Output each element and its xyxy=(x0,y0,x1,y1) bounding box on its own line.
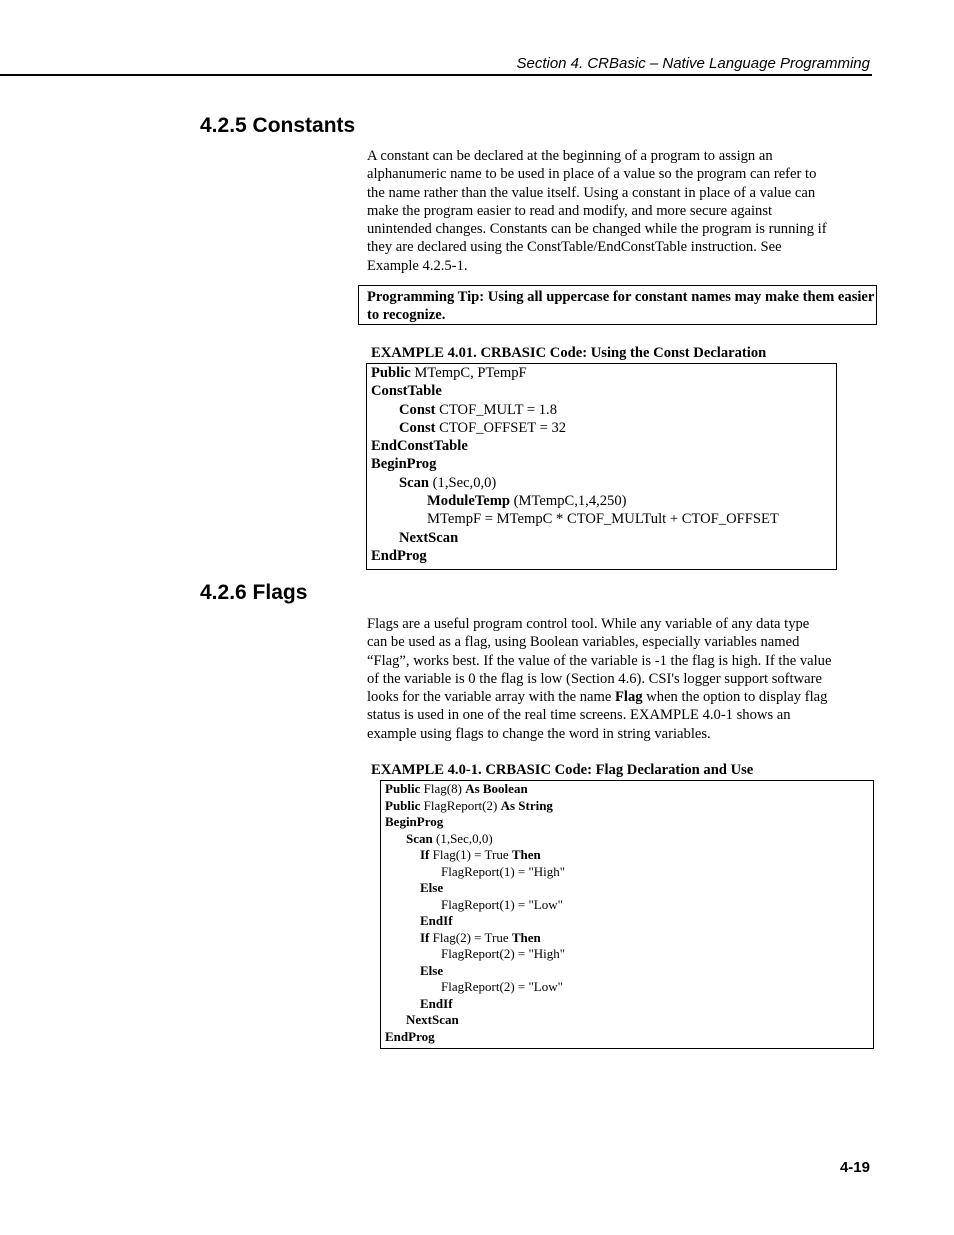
code-line xyxy=(367,455,836,473)
text-run: A constant can be declared at the beginning of a program to assign an xyxy=(367,148,773,164)
code-line xyxy=(437,979,873,996)
text-run: the name rather than the value itself. Using a constant in place of a value can xyxy=(367,184,816,201)
keyword: BeginProg xyxy=(371,456,437,473)
text-run: Flags are a useful program control tool. While any variable of any data type xyxy=(367,616,810,632)
keyword: EndIf xyxy=(420,995,453,1011)
section-heading-flags: 4.2.6 Flags xyxy=(200,581,308,604)
text-run: unintended changes. Constants can be changed while the program is running if xyxy=(367,221,827,238)
code-line xyxy=(395,419,836,437)
keyword: Then xyxy=(511,929,541,945)
keyword: Public xyxy=(385,797,421,813)
keyword: Const xyxy=(399,419,436,436)
code-line xyxy=(367,364,836,382)
keyword: EndConstTable xyxy=(371,438,468,455)
code-line xyxy=(402,831,873,848)
keyword: Flag xyxy=(615,689,643,706)
example2-code-box xyxy=(380,780,874,1049)
paragraph-line xyxy=(367,706,877,724)
code-line xyxy=(367,437,836,455)
example1-caption: EXAMPLE 4.01. CRBASIC Code: Using the Const Declaration xyxy=(371,345,767,361)
page-number: 4-19 xyxy=(839,1159,870,1176)
keyword: NextScan xyxy=(406,1012,459,1027)
paragraph-line xyxy=(367,633,877,651)
text-run: make the program easier to read and modify, and more secure against xyxy=(367,202,773,219)
code-line xyxy=(416,996,873,1013)
text-run: (MTempC,1,4,250) xyxy=(509,493,627,510)
text-run: (1,Sec,0,0) xyxy=(429,474,497,491)
keyword: As Boolean xyxy=(465,781,528,796)
programming-tip-box: Programming Tip: Using all uppercase for constant names may make them easier to recognize. xyxy=(358,285,877,325)
text-run: FlagReport(2) = "High" xyxy=(441,946,566,961)
text-run: alphanumeric name to be used in place of a value so the program can refer to xyxy=(367,166,817,183)
keyword: Public xyxy=(371,365,411,381)
code-line xyxy=(416,930,873,947)
keyword: NextScan xyxy=(399,529,459,546)
text-run: of the variable is 0 the flag is low (Section 4.6). CSI's logger support software xyxy=(367,670,822,687)
code-line xyxy=(423,510,836,528)
code-line xyxy=(416,880,873,897)
text-run: Example 4.2.5-1. xyxy=(367,257,468,274)
text-run: when the option to display flag xyxy=(642,689,828,706)
code-line xyxy=(437,897,873,914)
code-line xyxy=(437,946,873,963)
keyword: EndProg xyxy=(385,1028,435,1044)
text-run: they are declared using the ConstTable/EndConstTable instruction. See xyxy=(367,239,782,256)
constants-paragraph xyxy=(367,147,877,275)
keyword: Else xyxy=(420,880,444,895)
keyword: Public xyxy=(385,781,421,796)
code-line xyxy=(395,401,836,419)
code-line xyxy=(437,864,873,881)
code-line xyxy=(381,781,873,798)
paragraph-line xyxy=(367,670,877,688)
text-run: MTempC, PTempF xyxy=(410,365,527,381)
text-run: “Flag”, works best. If the value of the variable is -1 the flag is high. If the value xyxy=(367,652,832,669)
keyword: EndProg xyxy=(371,547,427,564)
paragraph-line xyxy=(367,615,877,633)
text-run: CTOF_MULT = 1.8 xyxy=(435,401,557,418)
paragraph-line xyxy=(367,220,877,238)
keyword: As String xyxy=(500,797,553,813)
paragraph-line xyxy=(367,725,877,743)
code-line xyxy=(416,963,873,980)
keyword: Const xyxy=(399,401,436,418)
paragraph-line xyxy=(367,257,877,275)
text-run: looks for the variable array with the name xyxy=(367,689,616,706)
code-line xyxy=(367,382,836,400)
keyword: EndIf xyxy=(420,913,453,928)
keyword: If xyxy=(420,929,430,945)
keyword: ModuleTemp xyxy=(427,493,510,510)
keyword: Else xyxy=(420,962,444,978)
section-heading-constants: 4.2.5 Constants xyxy=(200,114,356,137)
code-line xyxy=(381,1029,873,1046)
text-run: can be used as a flag, using Boolean variables, especially variables named xyxy=(367,634,800,651)
flags-paragraph xyxy=(367,615,877,743)
paragraph-line xyxy=(367,202,877,220)
code-line xyxy=(381,798,873,815)
text-run: FlagReport(1) = "Low" xyxy=(441,896,563,912)
keyword: If xyxy=(420,847,430,862)
text-run: FlagReport(2) xyxy=(420,797,501,813)
keyword: Scan xyxy=(406,830,433,846)
header-rule xyxy=(0,74,872,76)
code-line xyxy=(395,474,836,492)
code-line xyxy=(395,529,836,547)
code-line xyxy=(381,814,873,831)
keyword: Then xyxy=(511,847,541,862)
paragraph-line xyxy=(367,184,877,202)
code-line xyxy=(416,913,873,930)
keyword: Scan xyxy=(399,474,430,491)
paragraph-line xyxy=(367,688,877,706)
keyword: BeginProg xyxy=(385,814,444,829)
text-run: Flag(2) = True xyxy=(429,929,512,945)
code-line xyxy=(423,492,836,510)
text-run: CTOF_OFFSET = 32 xyxy=(435,419,567,436)
paragraph-line xyxy=(367,238,877,256)
paragraph-line xyxy=(367,165,877,183)
text-run: Flag(1) = True xyxy=(429,847,512,862)
code-line xyxy=(367,547,836,565)
keyword: ConstTable xyxy=(371,383,442,400)
text-run: status is used in one of the real time screens. EXAMPLE 4.0-1 shows an xyxy=(367,707,791,724)
text-run: FlagReport(1) = "High" xyxy=(441,863,566,879)
code-line xyxy=(416,847,873,864)
paragraph-line xyxy=(367,652,877,670)
text-run: MTempF = MTempC * CTOF_MULTult + CTOF_OFFSET xyxy=(427,511,779,528)
text-run: Flag(8) xyxy=(420,781,466,796)
example1-code-box xyxy=(366,363,837,570)
code-line xyxy=(402,1012,873,1029)
running-header: Section 4. CRBasic – Native Language Programming xyxy=(516,55,870,72)
text-run: example using flags to change the word in string variables. xyxy=(367,725,711,742)
example2-caption: EXAMPLE 4.0-1. CRBASIC Code: Flag Declaration and Use xyxy=(371,762,754,778)
text-run: FlagReport(2) = "Low" xyxy=(441,979,563,994)
paragraph-line xyxy=(367,147,877,165)
text-run: (1,Sec,0,0) xyxy=(432,830,493,846)
